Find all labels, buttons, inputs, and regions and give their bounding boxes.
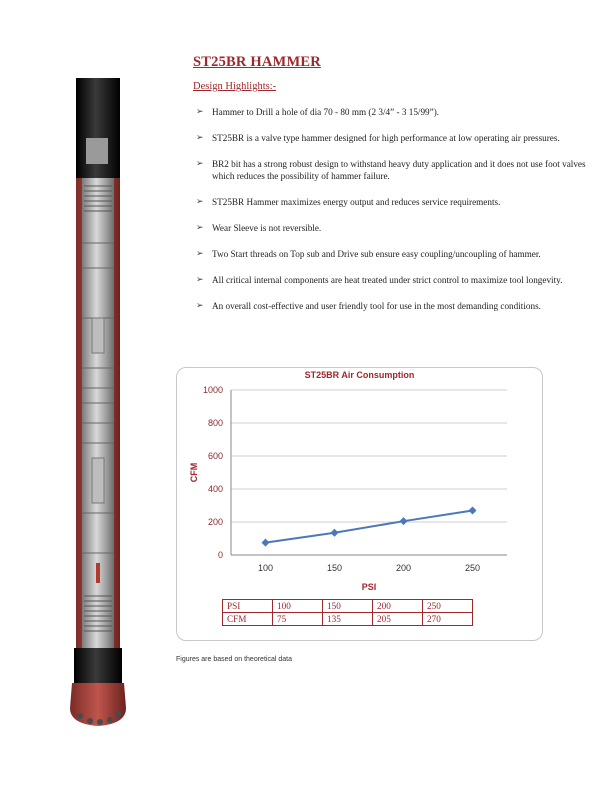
arrow-bullet-icon: ➢ bbox=[196, 249, 204, 259]
highlights-list bbox=[193, 106, 593, 312]
highlight-item: ➢ ST25BR Hammer maximizes energy output and reduces service requirements. bbox=[196, 197, 501, 207]
x-tick-label: 100 bbox=[257, 563, 274, 573]
table-header-psi: PSI bbox=[223, 600, 273, 613]
y-tick-label: 800 bbox=[207, 418, 223, 428]
table-header-cfm: CFM bbox=[223, 613, 273, 626]
highlight-item: ➢ An overall cost-effective and user friendly tool for use in the most demanding conditions. bbox=[196, 301, 541, 311]
table-row-cfm bbox=[223, 613, 473, 626]
x-tick-label: 200 bbox=[395, 563, 412, 573]
series-line bbox=[266, 510, 473, 542]
footnote: Figures are based on theoretical data bbox=[176, 656, 292, 663]
highlight-item: ➢ Two Start threads on Top sub and Drive sub ensure easy coupling/uncoupling of hammer. bbox=[196, 249, 541, 259]
highlight-item: ➢ Wear Sleeve is not reversible. bbox=[196, 223, 322, 233]
arrow-bullet-icon: ➢ bbox=[196, 133, 204, 143]
table-cell: 270 bbox=[423, 613, 473, 626]
y-axis-label: CFM bbox=[189, 462, 199, 483]
psi-cfm-table bbox=[222, 599, 473, 626]
data-point bbox=[400, 517, 408, 525]
highlight-item: ➢ All critical internal components are heat treated under strict control to maximize tool longevity. bbox=[196, 275, 563, 285]
chart-title: ST25BR Air Consumption bbox=[304, 370, 415, 380]
x-axis-label: PSI bbox=[361, 582, 377, 592]
y-tick-label: 0 bbox=[217, 550, 223, 560]
section-subtitle: Design Highlights:- bbox=[193, 81, 277, 92]
data-point bbox=[469, 506, 477, 514]
arrow-bullet-icon: ➢ bbox=[196, 159, 204, 169]
hammer-drawing bbox=[68, 78, 128, 728]
table-cell: 135 bbox=[323, 613, 373, 626]
data-point bbox=[331, 529, 339, 537]
y-tick-label: 400 bbox=[207, 484, 223, 494]
arrow-bullet-icon: ➢ bbox=[196, 275, 204, 285]
table-cell: 75 bbox=[273, 613, 323, 626]
highlight-item: ➢ Hammer to Drill a hole of dia 70 - 80 mm (2 3/4” - 3 15/99”). bbox=[196, 107, 440, 117]
y-tick-label: 600 bbox=[207, 451, 223, 461]
x-tick-label: 250 bbox=[464, 563, 481, 573]
page-title: ST25BR HAMMER bbox=[193, 54, 321, 70]
arrow-bullet-icon: ➢ bbox=[196, 107, 204, 117]
table-cell: 200 bbox=[373, 600, 423, 613]
hammer-illustration bbox=[68, 78, 128, 728]
y-tick-label: 200 bbox=[207, 517, 223, 527]
arrow-bullet-icon: ➢ bbox=[196, 301, 204, 311]
arrow-bullet-icon: ➢ bbox=[196, 197, 204, 207]
x-tick-label: 150 bbox=[326, 563, 343, 573]
y-tick-label: 1000 bbox=[202, 385, 223, 395]
table-cell: 100 bbox=[273, 600, 323, 613]
table-cell: 150 bbox=[323, 600, 373, 613]
table-row-psi bbox=[223, 600, 473, 613]
highlight-item: ➢ BR2 bit has a strong robust design to withstand heavy duty application and it does not use foot valves which reduces the possibility of hammer failure. bbox=[196, 159, 586, 181]
arrow-bullet-icon: ➢ bbox=[196, 223, 204, 233]
table-cell: 250 bbox=[423, 600, 473, 613]
table-cell: 205 bbox=[373, 613, 423, 626]
highlight-item: ➢ ST25BR is a valve type hammer designed for high performance at low operating air pressures. bbox=[196, 133, 560, 143]
data-point bbox=[262, 539, 270, 547]
